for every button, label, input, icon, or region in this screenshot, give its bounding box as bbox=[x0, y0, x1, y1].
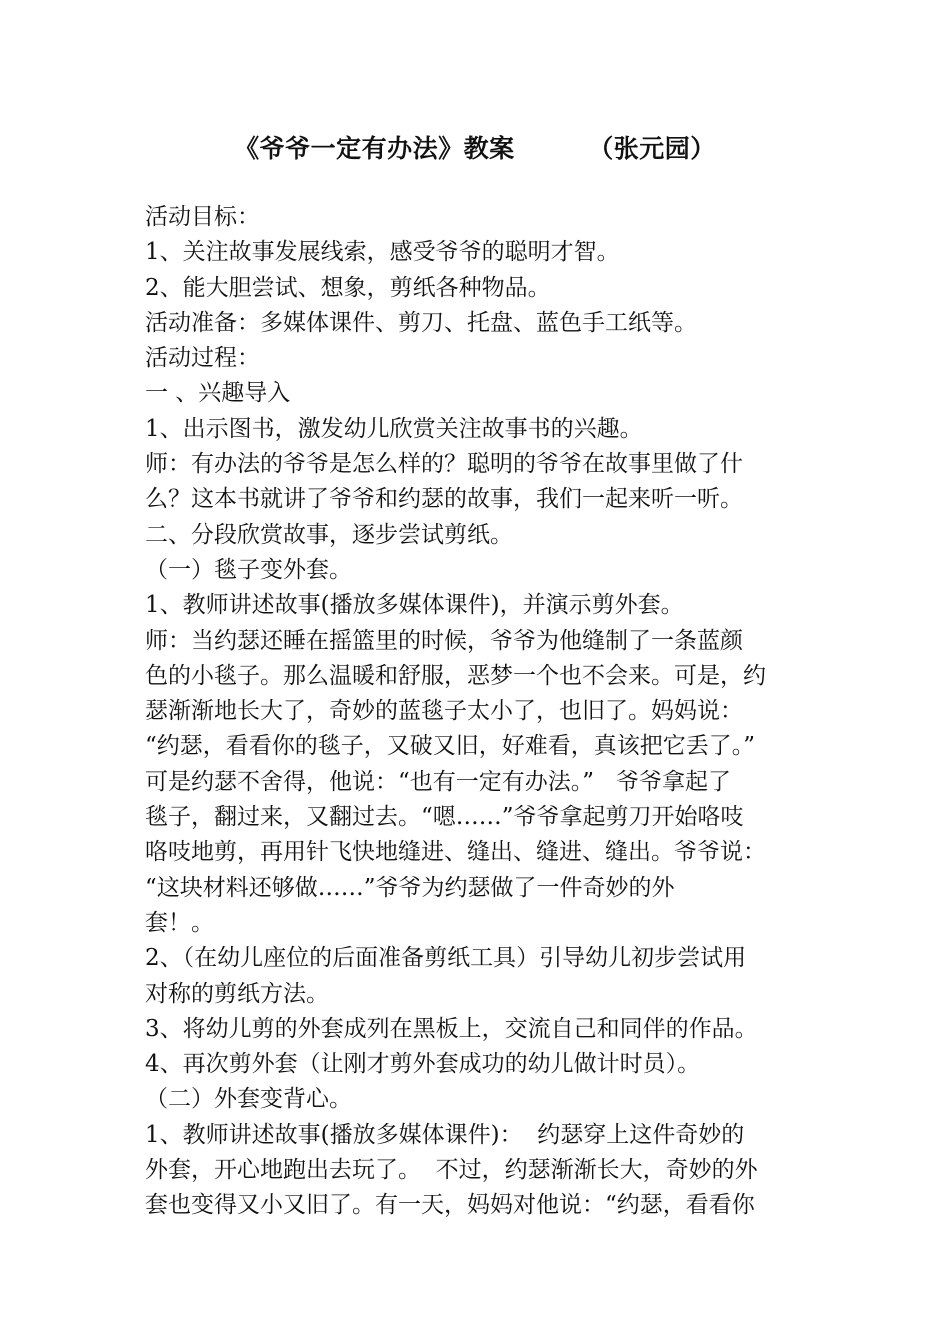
text-line: 活动过程： bbox=[145, 345, 260, 372]
document-title: 《爷爷一定有办法》教案 （张元园） bbox=[234, 134, 716, 163]
document-body bbox=[145, 200, 810, 1224]
text-line: 毯子，翻过来，又翻过去。“嗯……”爷爷拿起剪刀开始咯吱 bbox=[145, 804, 744, 831]
text-line: 么？这本书就讲了爷爷和约瑟的故事，我们一起来听一听。 bbox=[145, 486, 743, 513]
text-line: 2、（在幼儿座位的后面准备剪纸工具）引导幼儿初步尝试用 bbox=[145, 945, 747, 972]
text-line: “这块材料还够做……”爷爷为约瑟做了一件奇妙的外 bbox=[145, 874, 675, 901]
text-line: 套！。 bbox=[145, 909, 214, 936]
text-line: 师：有办法的爷爷是怎么样的？聪明的爷爷在故事里做了什 bbox=[145, 451, 743, 478]
text-line: “约瑟，看看你的毯子，又破又旧，好难看，真该把它丢了。” bbox=[145, 733, 756, 760]
text-line: 2、能大胆尝试、想象，剪纸各种物品。 bbox=[145, 274, 551, 301]
text-line: 可是约瑟不舍得，他说：“也有一定有办法。” 爷爷拿起了 bbox=[145, 768, 731, 795]
text-line: 色的小毯子。那么温暖和舒服，恶梦一个也不会来。可是，约 bbox=[145, 662, 766, 689]
text-line: 咯吱地剪，再用针飞快地缝进、缝出、缝进、缝出。爷爷说： bbox=[145, 839, 766, 866]
text-line: 1、教师讲述故事(播放多媒体课件)，并演示剪外套。 bbox=[145, 592, 684, 619]
text-line: 师：当约瑟还睡在摇篮里的时候，爷爷为他缝制了一条蓝颜 bbox=[145, 627, 743, 654]
text-line: 瑟渐渐地长大了，奇妙的蓝毯子太小了，也旧了。妈妈说： bbox=[145, 698, 743, 725]
text-line: 4、再次剪外套（让刚才剪外套成功的幼儿做计时员）。 bbox=[145, 1051, 701, 1078]
text-line: 1、出示图书，激发幼儿欣赏关注故事书的兴趣。 bbox=[145, 415, 643, 442]
text-line: 一 、兴趣导入 bbox=[145, 380, 291, 407]
text-line: 二、分段欣赏故事，逐步尝试剪纸。 bbox=[145, 521, 513, 548]
text-line: 套也变得又小又旧了。有一天，妈妈对他说：“约瑟，看看你 bbox=[145, 1192, 755, 1219]
text-line: 活动目标： bbox=[145, 204, 260, 230]
text-line: 外套，开心地跑出去玩了。 不过，约瑟渐渐长大，奇妙的外 bbox=[145, 1157, 758, 1184]
text-line: （一）毯子变外套。 bbox=[145, 556, 352, 583]
text-line: 1、教师讲述故事(播放多媒体课件)： 约瑟穿上这件奇妙的 bbox=[145, 1121, 745, 1148]
text-line: （二）外套变背心。 bbox=[145, 1086, 352, 1113]
text-line: 1、关注故事发展线索，感受爷爷的聪明才智。 bbox=[145, 239, 620, 266]
text-line: 活动准备：多媒体课件、剪刀、托盘、蓝色手工纸等。 bbox=[145, 309, 697, 336]
text-line: 对称的剪纸方法。 bbox=[145, 980, 329, 1007]
text-line: 3、将幼儿剪的外套成列在黑板上，交流自己和同伴的作品。 bbox=[145, 1015, 758, 1042]
